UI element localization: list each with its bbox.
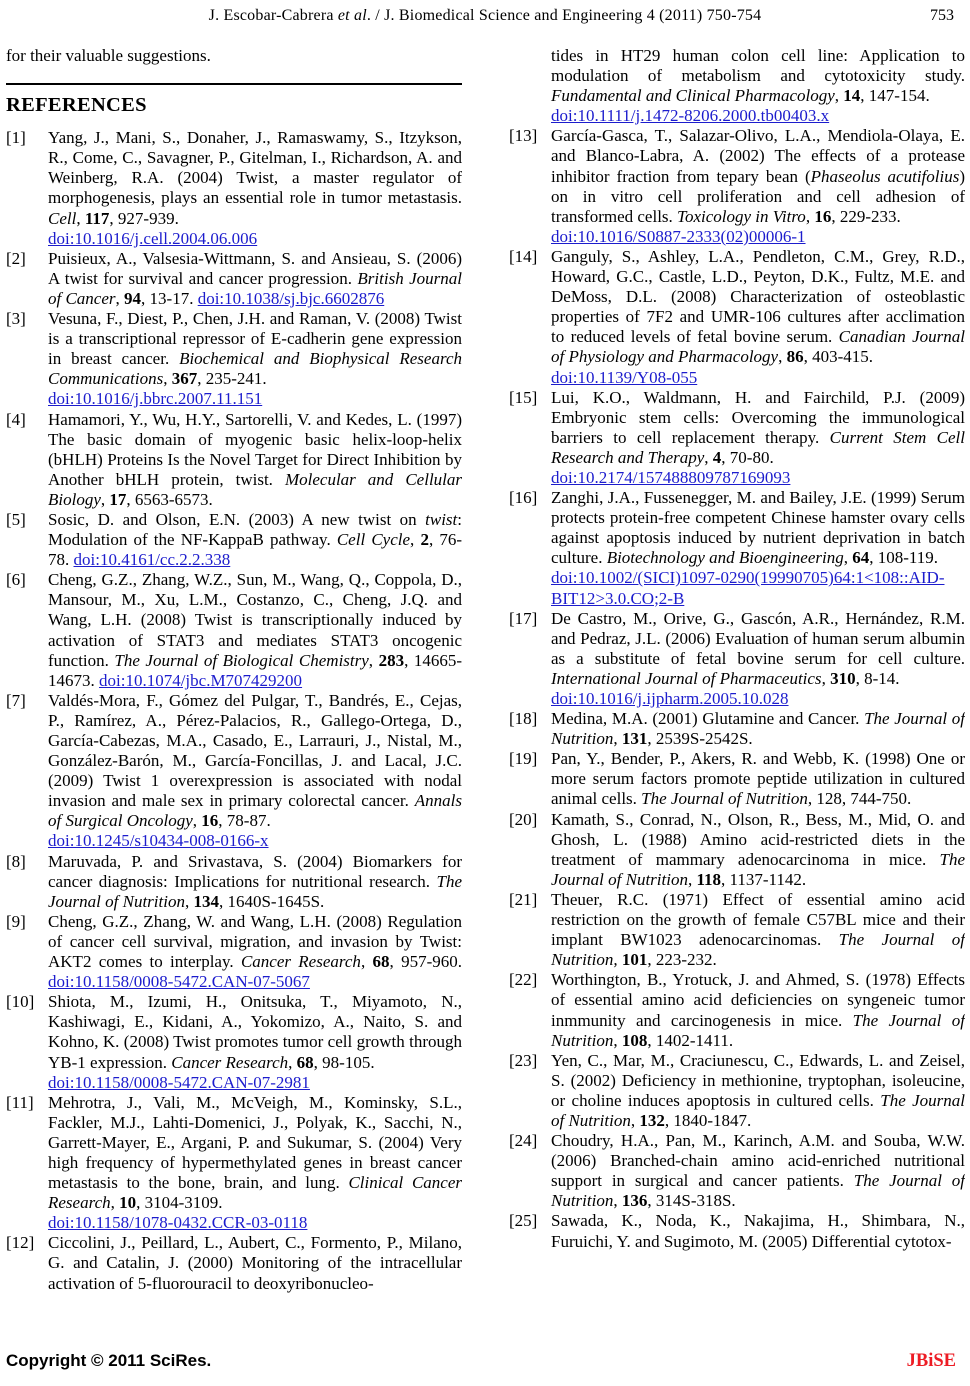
- italic-text: The Journal of Nutrition: [48, 871, 462, 911]
- italic-text: Cancer Research: [171, 1052, 289, 1072]
- volume-number: 101: [621, 950, 648, 970]
- reference-item: [509, 1211, 965, 1251]
- reference-item: [6, 852, 462, 912]
- italic-text: Biochemical and Biophysical Research Communications: [48, 349, 462, 389]
- left-column: [6, 46, 462, 1320]
- doi-link[interactable]: doi:10.2174/157488809787169093: [551, 467, 791, 487]
- doi-link[interactable]: doi:10.1158/0008-5472.CAN-07-5067: [48, 972, 310, 992]
- italic-text: Annals of Surgical Oncology: [48, 791, 462, 831]
- reference-text: Kamath, S., Conrad, N., Olson, R., Bess, M., Mid, O. and Ghosh, L. (1988) Amino acid-restricted diets in the treatment of mammary adenocarcinoma in mice. The Journal of Nutrition, 118, 1137-1142.: [551, 809, 965, 889]
- page-number: 753: [930, 7, 954, 24]
- reference-number: [3]: [6, 309, 26, 329]
- doi-link[interactable]: doi:10.4161/cc.2.2.338: [73, 550, 231, 570]
- volume-number: 10: [119, 1193, 137, 1213]
- doi-link[interactable]: doi:10.1111/j.1472-8206.2000.tb00403.x: [551, 106, 830, 126]
- italic-text: The Journal of Nutrition: [551, 849, 965, 889]
- reference-item: [6, 992, 462, 1092]
- volume-number: 4: [712, 447, 722, 467]
- italic-text: The Journal of Nutrition: [551, 1090, 965, 1130]
- reference-continuation: [509, 46, 965, 126]
- reference-item: [6, 510, 462, 570]
- doi-link[interactable]: doi:10.1016/S0887-2333(02)00006-1: [551, 226, 806, 246]
- reference-number: [9]: [6, 911, 26, 931]
- reference-number: [14]: [509, 246, 538, 266]
- volume-number: 136: [621, 1191, 648, 1211]
- reference-number: [4]: [6, 409, 26, 429]
- italic-text: Cancer Research: [240, 952, 361, 972]
- volume-number: 68: [296, 1052, 314, 1072]
- reference-item: [6, 1093, 462, 1234]
- reference-item: [6, 128, 462, 249]
- italic-text: Toxicology in Vitro: [677, 206, 806, 226]
- reference-text: Ciccolini, J., Peillard, L., Aubert, C., Formento, P., Milano, G. and Catalin, J. (2000) Monitoring of the intracellular activation of 5-fluorouracil to deoxyribonucleo-: [48, 1233, 462, 1293]
- italic-text: The Journal of Biological Chemistry: [114, 650, 369, 670]
- reference-text: Zanghi, J.A., Fussenegger, M. and Bailey, J.E. (1999) Serum protects protein-free competent Chinese hamster ovary cells against apoptosis induced by nutrient deprivation in batch culture. Biotechnology and Bioengineering, 64, 108-119. doi:10.1002/(SICI)1097-0290(19990705)64:1<108::AID-BIT12>3.0.CO;2-B: [551, 488, 965, 608]
- reference-text: Choudry, H.A., Pan, M., Karinch, A.M. and Souba, W.W. (2006) Branched-chain amino acid-enriched nutritional support in surgical and cancer patients. The Journal of Nutrition, 136, 314S-318S.: [551, 1131, 965, 1211]
- reference-number: [6]: [6, 570, 26, 590]
- volume-number: 134: [193, 891, 219, 911]
- volume-number: 118: [696, 869, 722, 889]
- reference-number: [18]: [509, 709, 538, 729]
- reference-number: [25]: [509, 1211, 538, 1231]
- reference-number: [10]: [6, 992, 35, 1012]
- reference-item: [6, 249, 462, 309]
- doi-link[interactable]: doi:10.1038/sj.bjc.6602876: [197, 288, 385, 308]
- reference-number: [11]: [6, 1092, 34, 1112]
- reference-text: De Castro, M., Orive, G., Gascón, A.R., Hernández, R.M. and Pedraz, J.L. (2006) Evaluation of human serum albumin as a substitute of fetal bovine serum for cell culture. International Journal of Pharmaceutics, 310, 8-14. doi:10.1016/j.ijpharm.2005.10.028: [551, 608, 965, 708]
- italic-text: International Journal of Pharmaceutics: [551, 668, 822, 688]
- reference-item: [509, 749, 965, 809]
- reference-item: [509, 388, 965, 488]
- reference-text: Valdés-Mora, F., Gómez del Pulgar, T., Bandrés, E., Cejas, P., Ramírez, A., Pérez-Palacios, R., Gallego-Ortega, D., García-Cabezas, M.A., Casado, E., Larrauri, J., Nistal, M., González-Barón, M., García-Foncillas, J. and Lacal, J.C. (2009) Twist 1 overexpression is associated with nodal invasion and male sex in primary colorectal cancer. Annals of Surgical Oncology, 16, 78-87. doi:10.1245/s10434-008-0166-x: [48, 690, 462, 851]
- reference-item: [509, 488, 965, 609]
- italic-text: twist: [425, 509, 458, 529]
- doi-link[interactable]: doi:10.1016/j.ijpharm.2005.10.028: [551, 689, 789, 708]
- italic-text: Canadian Journal of Physiology and Pharmacology: [551, 327, 965, 367]
- reference-number: [16]: [509, 488, 538, 508]
- italic-text: Clinical Cancer Research: [48, 1173, 462, 1213]
- volume-number: 94: [124, 288, 142, 308]
- reference-number: [19]: [509, 749, 538, 769]
- reference-text: Ganguly, S., Ashley, L.A., Pendleton, C.M., Grey, R.D., Howard, G.C., Castle, L.D., Peyton, D.K., Fultz, M.E. and DeMoss, D.L. (2008) Characterization of osteoblastic properties of 7F2 and UMR-106 cultures after acclimation to reduced levels of fetal bovine serum. Canadian Journal of Physiology and Pharmacology, 86, 403-415. doi:10.1139/Y08-055: [551, 246, 965, 387]
- page-header: [0, 7, 970, 25]
- reference-number: [12]: [6, 1233, 35, 1253]
- reference-text: Vesuna, F., Diest, P., Chen, J.H. and Raman, V. (2008) Twist is a transcriptional repressor of E-cadherin gene expression in breast cancer. Biochemical and Biophysical Research Communications, 367, 235-241. doi:10.1016/j.bbrc.2007.11.151: [48, 309, 462, 409]
- volume-number: 117: [84, 208, 110, 228]
- reference-number: [21]: [509, 889, 538, 909]
- volume-number: 16: [814, 206, 832, 226]
- reference-number: [22]: [509, 970, 538, 990]
- reference-number: [24]: [509, 1131, 538, 1151]
- reference-text: Lui, K.O., Waldmann, H. and Fairchild, P.J. (2009) Embryonic stem cells: Overcoming the immunological barriers to cell replacement therapy. Current Stem Cell Research and Therapy, 4, 70-80. doi:10.2174/157488809787169093: [551, 387, 965, 487]
- reference-text: Mehrotra, J., Vali, M., McVeigh, M., Kominsky, S.L., Fackler, M.J., Lahti-Domenici, J., Polyak, K., Sacchi, N., Garrett-Mayer, E., Argani, P. and Sukumar, S. (2004) Very high frequency of hypermethylated genes in breast cancer metastasis to the bone, brain, and lung. Clinical Cancer Research, 10, 3104-3109. doi:10.1158/1078-0432.CCR-03-0118: [48, 1092, 462, 1233]
- reference-item: [509, 890, 965, 970]
- page-footer: [0, 1351, 970, 1377]
- journal-logo: JBiSE: [906, 1351, 956, 1371]
- volume-number: 131: [621, 729, 648, 749]
- italic-text: Cell Cycle: [336, 530, 411, 550]
- volume-number: 64: [852, 548, 870, 568]
- doi-link[interactable]: doi:10.1158/0008-5472.CAN-07-2981: [48, 1072, 310, 1092]
- volume-number: 108: [621, 1030, 648, 1050]
- reference-item: [509, 810, 965, 890]
- reference-item: [6, 912, 462, 992]
- italic-text: The Journal of Nutrition: [551, 709, 965, 749]
- volume-number: 17: [109, 489, 127, 509]
- reference-item: [6, 1233, 462, 1293]
- reference-number: [2]: [6, 248, 26, 268]
- volume-number: 14: [843, 86, 861, 106]
- volume-number: 2: [420, 530, 429, 550]
- volume-number: 132: [639, 1110, 665, 1130]
- italic-text: et al: [337, 7, 367, 24]
- reference-item: [509, 709, 965, 749]
- italic-text: Fundamental and Clinical Pharmacology: [551, 86, 835, 106]
- running-title: J. Escobar-Cabrera et al. / J. Biomedical Science and Engineering 4 (2011) 750-754: [208, 7, 762, 24]
- reference-text: Cheng, G.Z., Zhang, W. and Wang, L.H. (2008) Regulation of cancer cell survival, migration, and invasion by Twist: AKT2 comes to interplay. Cancer Research, 68, 957-960. doi:10.1158/0008-5472.CAN-07-5067: [48, 911, 462, 992]
- reference-item: [6, 410, 462, 510]
- section-divider: [6, 83, 462, 85]
- italic-text: Current Stem Cell Research and Therapy: [551, 427, 965, 467]
- doi-link[interactable]: doi:10.1016/j.cell.2004.06.006: [48, 228, 258, 248]
- italic-text: Cell: [48, 208, 77, 228]
- reference-text: Hamamori, Y., Wu, H.Y., Sartorelli, V. and Kedes, L. (1997) The basic domain of myogenic basic helix-loop-helix (bHLH) Proteins Is the Novel Target for Direct Inhibition by Another bHLH protein, twist. Molecular and Cellular Biology, 17, 6563-6573.: [48, 409, 462, 509]
- reference-text: tides in HT29 human colon cell line: Application to modulation of metabolism and cytotoxicity study. Fundamental and Clinical Pharmacology, 14, 147-154. doi:10.1111/j.1472-8206.2000.tb00403.x: [551, 46, 965, 126]
- reference-text: Pan, Y., Bender, P., Akers, R. and Webb, K. (1998) One or more serum factors promote peptide utilization in cultured animal cells. The Journal of Nutrition, 128, 744-750.: [551, 749, 965, 809]
- copyright-text: Copyright © 2011 SciRes.: [6, 1351, 212, 1370]
- reference-number: [23]: [509, 1050, 538, 1070]
- reference-text: Sawada, K., Noda, K., Nakajima, H., Shimbara, N., Furuichi, Y. and Sugimoto, M. (2005) Differential cytotox-: [551, 1211, 965, 1251]
- reference-text: Yang, J., Mani, S., Donaher, J., Ramaswamy, S., Itzykson, R., Come, C., Savagner, P., Gitelman, I., Richardson, A. and Weinberg, R.A. (2004) Twist, a master regulator of morphogenesis, plays an essential role in tumor metastasis. Cell, 117, 927-939. doi:10.1016/j.cell.2004.06.006: [48, 128, 462, 248]
- doi-link[interactable]: doi:10.1002/(SICI)1097-0290(19990705)64:1<108::AID-BIT12>3.0.CO;2-B: [551, 568, 945, 608]
- italic-text: The Journal of Nutrition: [551, 1010, 965, 1050]
- references-list-right: [509, 126, 965, 1251]
- reference-number: [17]: [509, 608, 538, 628]
- reference-item: [6, 691, 462, 852]
- reference-number: [8]: [6, 851, 26, 871]
- italic-text: British Journal of Cancer: [48, 268, 462, 308]
- acknowledgment-text: for their valuable suggestions.: [6, 46, 211, 65]
- reference-item: [6, 570, 462, 691]
- italic-text: The Journal of Nutrition,: [551, 930, 965, 970]
- doi-link[interactable]: doi:10.1245/s10434-008-0166-x: [48, 831, 269, 851]
- reference-text: Puisieux, A., Valsesia-Wittmann, S. and Ansieau, S. (2006) A twist for survival and cancer progression. British Journal of Cancer, 94, 13-17. doi:10.1038/sj.bjc.6602876: [48, 248, 462, 308]
- reference-text: Shiota, M., Izumi, H., Onitsuka, T., Miyamoto, N., Kashiwagi, E., Kidani, A., Yokomizo, A., Naito, S. and Kohno, K. (2008) Twist promotes tumor cell growth through YB-1 expression. Cancer Research, 68, 98-105. doi:10.1158/0008-5472.CAN-07-2981: [48, 992, 462, 1092]
- reference-text: Worthington, B., Yrotuck, J. and Ahmed, S. (1978) Effects of essential amino acid deficiencies on syngeneic tumor inmmunity and carcinogenesis in mice. The Journal of Nutrition, 108, 1402-1411.: [551, 970, 965, 1050]
- italic-text: Molecular and Cellular Biology: [48, 469, 462, 509]
- volume-number: 86: [786, 347, 804, 367]
- reference-text: Maruvada, P. and Srivastava, S. (2004) Biomarkers for cancer diagnosis: Implications for nutritional research. The Journal of Nutrition, 134, 1640S-1645S.: [48, 851, 462, 911]
- reference-item: [509, 1051, 965, 1131]
- doi-link[interactable]: doi:10.1158/1078-0432.CCR-03-0118: [48, 1213, 308, 1233]
- reference-text: Cheng, G.Z., Zhang, W.Z., Sun, M., Wang, Q., Coppola, D., Mansour, M., Xu, L.M., Costanzo, C., Cheng, J.Q. and Wang, L.H. (2008) Twist is transcriptionally induced by activation of STAT3 and mediates STAT3 oncogenic function. The Journal of Biological Chemistry, 283, 14665-14673. doi:10.1074/jbc.M707429200: [48, 570, 462, 690]
- reference-number: [7]: [6, 690, 26, 710]
- reference-number: [15]: [509, 387, 538, 407]
- volume-number: 367: [171, 369, 198, 389]
- reference-number: [5]: [6, 509, 26, 529]
- reference-item: [509, 609, 965, 709]
- italic-text: Phaseolus acutifolius: [810, 166, 960, 186]
- volume-number: 283: [378, 650, 405, 670]
- reference-item: [6, 309, 462, 409]
- reference-item: [509, 1131, 965, 1211]
- reference-number: [1]: [6, 128, 26, 148]
- reference-text: Medina, M.A. (2001) Glutamine and Cancer. The Journal of Nutrition, 131, 2539S-2542S.: [551, 709, 965, 749]
- italic-text: Biotechnology and Bioengineering: [606, 548, 844, 568]
- reference-number: [20]: [509, 809, 538, 829]
- doi-link[interactable]: doi:10.1139/Y08-055: [551, 367, 698, 387]
- italic-text: The Journal of Nutrition: [641, 789, 808, 809]
- doi-link[interactable]: doi:10.1016/j.bbrc.2007.11.151: [48, 389, 263, 409]
- volume-number: 16: [201, 811, 219, 831]
- reference-item: [509, 126, 965, 247]
- reference-text: García-Gasca, T., Salazar-Olivo, L.A., Mendiola-Olaya, E. and Blanco-Labra, A. (2002) The effects of a protease inhibitor fraction from tepary bean (Phaseolus acutifolius) on in vitro cell proliferation and cell adhesion of transformed cells. Toxicology in Vitro, 16, 229-233. doi:10.1016/S0887-2333(02)00006-1: [551, 126, 965, 246]
- volume-number: 310: [830, 668, 856, 688]
- references-list-left: [6, 128, 462, 1293]
- right-column: [509, 46, 965, 1320]
- reference-number: [13]: [509, 126, 538, 146]
- references-heading: REFERENCES: [6, 94, 147, 117]
- reference-text: Theuer, R.C. (1971) Effect of essential amino acid restriction on the growth of female C57BL mice and their implant BW1023 adenocarcinomas. The Journal of Nutrition, 101, 223-232.: [551, 889, 965, 970]
- doi-link[interactable]: doi:10.1074/jbc.M707429200: [99, 670, 303, 690]
- reference-text: Sosic, D. and Olson, E.N. (2003) A new twist on twist: Modulation of the NF-KappaB pathway. Cell Cycle, 2, 76-78. doi:10.4161/cc.2.2.338: [48, 509, 462, 570]
- reference-item: [509, 970, 965, 1050]
- italic-text: The Journal of Nutrition: [551, 1171, 965, 1211]
- reference-text: Yen, C., Mar, M., Craciunescu, C., Edwards, L. and Zeisel, S. (2002) Deficiency in methionine, tryptophan, isoleucine, or choline induces apoptosis in cultured cells. The Journal of Nutrition, 132, 1840-1847.: [551, 1050, 965, 1130]
- reference-item: [509, 247, 965, 388]
- volume-number: 68: [372, 952, 390, 972]
